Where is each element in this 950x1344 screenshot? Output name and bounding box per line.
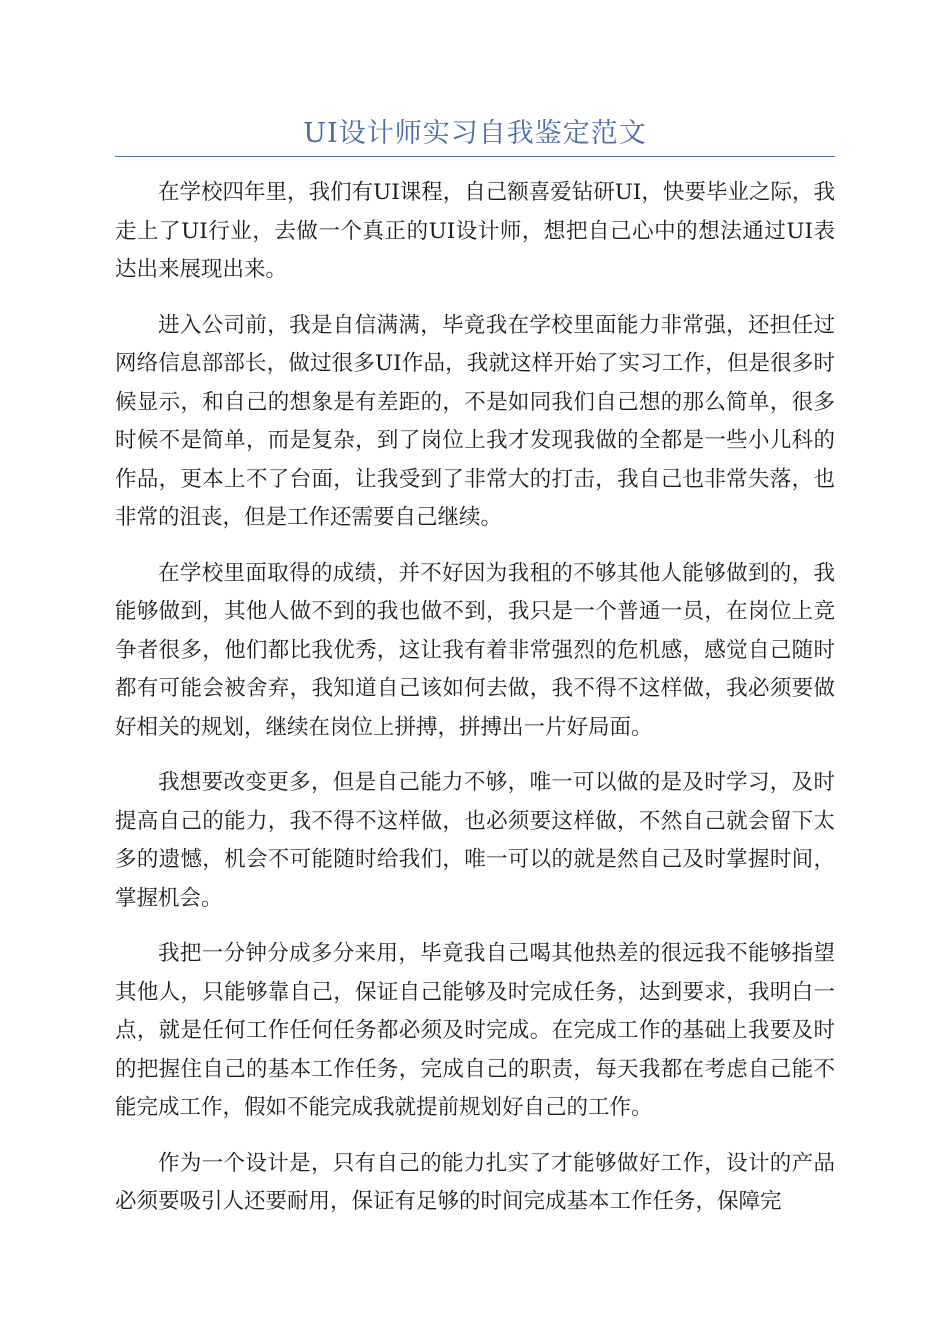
- document-title: UI设计师实习自我鉴定范文: [303, 118, 647, 149]
- paragraph-6: 作为一个设计是，只有自己的能力扎实了才能够做好工作，设计的产品必须要吸引人还要耐用，保证有足够的时间完成基本工作任务，保障完: [115, 1150, 835, 1214]
- paragraph-1: 在学校四年里，我们有UI课程，自己额喜爱钻研UI，快要毕业之际，我走上了UI行业，去做一个真正的UI设计师，想把自己心中的想法通过UI表达出来展现出来。: [115, 180, 835, 282]
- paragraph-3: 在学校里面取得的成绩，并不好因为我租的不够其他人能够做到的，我能够做到，其他人做不到的我也做不到，我只是一个普通一员，在岗位上竞争者很多，他们都比我优秀，这让我有着非常强烈的危机感，感觉自己随时都有可能会被舍弃，我知道自己该如何去做，我不得不这样做，我必须要做好相关的规划，继续在岗位上拼搏，拼搏出一片好局面。: [115, 560, 835, 740]
- document-body: [115, 174, 835, 1239]
- paragraph-4: 我想要改变更多，但是自己能力不够，唯一可以做的是及时学习，及时提高自己的能力，我不得不这样做，也必须要这样做，不然自己就会留下太多的遗憾，机会不可能随时给我们，唯一可以的就是然自己及时掌握时间，掌握机会。: [115, 770, 835, 911]
- paragraph-5: 我把一分钟分成多分来用，毕竟我自己喝其他热差的很远我不能够指望其他人，只能够靠自己，保证自己能够及时完成任务，达到要求，我明白一点，就是任何工作任何任务都必须及时完成。在完成工作的基础上我要及时的把握住自己的基本工作任务，完成自己的职责，每天我都在考虑自己能不能完成工作，假如不能完成我就提前规划好自己的工作。: [115, 941, 835, 1120]
- title-block: [115, 112, 835, 157]
- paragraph-2: 进入公司前，我是自信满满，毕竟我在学校里面能力非常强，还担任过网络信息部部长，做过很多UI作品，我就这样开始了实习工作，但是很多时候显示，和自己的想象是有差距的，不是如同我们自己想的那么简单，很多时候不是简单，而是复杂，到了岗位上我才发现我做的全都是一些小儿科的作品，更本上不了台面，让我受到了非常大的打击，我自己也非常失落，也非常的沮丧，但是工作还需要自己继续。: [115, 312, 835, 530]
